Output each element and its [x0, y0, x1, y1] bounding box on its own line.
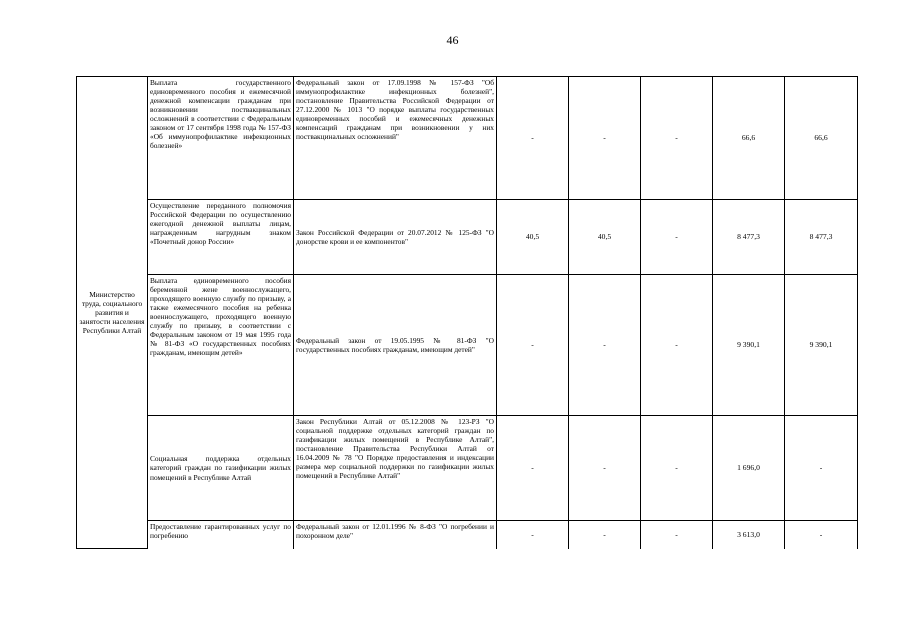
value-cell: 8 477,3	[713, 200, 785, 275]
legal-basis-cell: Федеральный закон от 17.09.1998 № 157-ФЗ "Об иммунопрофилактике инфекционных болезней", постановление Правительства Российской Федерации от 27.12.2000 № 1013 "О порядке выплаты государственных единовременных пособий и ежемесячных денежных компенсаций гражданам при возникновении у них поствакцинальных осложнений"	[294, 77, 497, 200]
value-cell: -	[641, 521, 713, 549]
table-row	[77, 416, 858, 521]
value-cell: 40,5	[497, 200, 569, 275]
value-cell: 66,6	[713, 77, 785, 200]
value-cell: -	[497, 275, 569, 416]
value-cell: -	[641, 416, 713, 521]
value-cell: -	[497, 521, 569, 549]
ministry-cell: Министерство труда, социального развития и занятости населения Республики Алтай	[77, 77, 148, 549]
value-cell: -	[569, 416, 641, 521]
value-cell: -	[785, 416, 858, 521]
value-cell: -	[641, 275, 713, 416]
page-number: 46	[446, 33, 459, 47]
value-cell: 66,6	[785, 77, 858, 200]
legal-basis-cell: Федеральный закон от 12.01.1996 № 8-ФЗ "О погребении и похоронном деле"	[294, 521, 497, 549]
legal-basis-cell: Федеральный закон от 19.05.1995 № 81-ФЗ "О государственных пособиях гражданам, имеющим детей"	[294, 275, 497, 416]
value-cell: -	[497, 416, 569, 521]
measure-cell: Выплата государственного единовременного пособия и ежемесячной денежной компенсации гражданам при возникновении поствакцинальных осложнений в соответствии с Федеральным законом от 17 сентября 1998 года № 157-ФЗ «Об иммунопрофилактике инфекционных болезней»	[148, 77, 294, 200]
value-cell: -	[641, 77, 713, 200]
value-cell: 40,5	[569, 200, 641, 275]
value-cell: -	[497, 77, 569, 200]
measure-cell: Социальная поддержка отдельных категорий граждан по газификации жилых помещений в Республике Алтай	[148, 416, 294, 521]
value-cell: 9 390,1	[785, 275, 858, 416]
value-cell: 1 696,0	[713, 416, 785, 521]
value-cell: -	[569, 521, 641, 549]
value-cell: -	[641, 200, 713, 275]
value-cell: 9 390,1	[713, 275, 785, 416]
table-row	[77, 77, 858, 200]
value-cell: -	[569, 77, 641, 200]
table-row	[77, 200, 858, 275]
measure-cell: Предоставление гарантированных услуг по погребению	[148, 521, 294, 549]
measure-cell: Выплата единовременного пособия беременной жене военнослужащего, проходящего военную службу по призыву, а также ежемесячного пособия на ребенка военнослужащего, проходящего военную службу по призыву, в соответствии с Федеральным законом от 19 мая 1995 года № 81-ФЗ «О государственных пособиях гражданам, имеющим детей»	[148, 275, 294, 416]
table-row	[77, 275, 858, 416]
table-row	[77, 521, 858, 549]
budget-table	[76, 76, 858, 549]
measure-cell: Осуществление переданного полномочия Российской Федерации по осуществлению ежегодной денежной выплаты лицам, награжденным нагрудным знаком «Почетный донор России»	[148, 200, 294, 275]
value-cell: -	[785, 521, 858, 549]
value-cell: 8 477,3	[785, 200, 858, 275]
value-cell: -	[569, 275, 641, 416]
value-cell: 3 613,0	[713, 521, 785, 549]
legal-basis-cell: Закон Российской Федерации от 20.07.2012 № 125-ФЗ "О донорстве крови и ее компонентов"	[294, 200, 497, 275]
legal-basis-cell: Закон Республики Алтай от 05.12.2008 № 123-РЗ "О социальной поддержке отдельных категорий граждан по газификации жилых помещений в Республике Алтай", постановление Правительства Республики Алтай от 16.04.2009 № 78 "О Порядке предоставления и индексации размера мер социальной поддержки по газификации жилых помещений в Республике Алтай"	[294, 416, 497, 521]
